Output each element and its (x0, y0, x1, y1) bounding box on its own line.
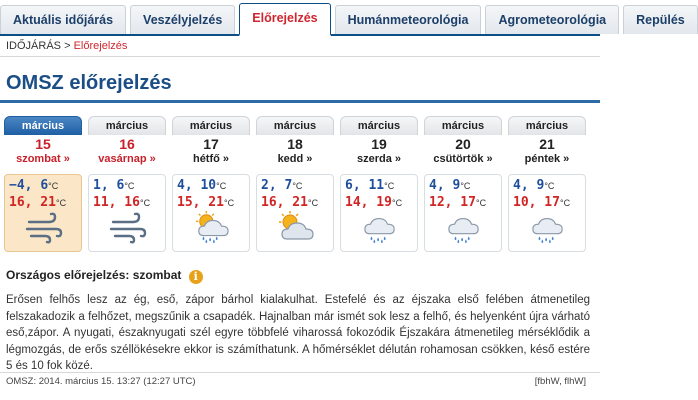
temp-unit: °C (292, 181, 303, 191)
cloud-rain-icon (529, 211, 567, 245)
forecast-description: Erősen felhős lesz az ég, eső, zápor bárhol kialakulhat. Estefelé és az éjszaka első felében átmenetileg felszakadozik a felhőzet, megszűnik a csapadék. Hajnalban már ismét sok lesz a felhő, és helyenként újra várható eső,zápor. A nyugati, északnyugati szél egyre többfelé viharossá fokozódik Éjszakára átmenetileg mérséklődik a légmozgás, de erős széllökésekre ekkor is számíthatunk. A hőmérséklet délután rohamosan csökken, késő estére 5 és 10 fok közé. (6, 294, 590, 372)
tab-0[interactable]: Aktuális időjárás (0, 5, 126, 34)
min-temp-high: 6 (40, 178, 49, 193)
min-temp-row (9, 178, 79, 193)
temp-unit: °C (559, 198, 571, 208)
min-temp-row (93, 178, 163, 193)
breadcrumb (6, 40, 127, 52)
day-number: 15 (35, 136, 51, 152)
max-temp-value: 11, 16 (93, 195, 140, 210)
day-month: március (4, 116, 82, 135)
temp-unit: °C (307, 198, 319, 208)
day-card-5[interactable] (424, 116, 502, 252)
max-temp-value: 14, 19 (345, 195, 392, 210)
day-number: 20 (455, 136, 471, 152)
day-number: 19 (371, 136, 387, 152)
page-title: OMSZ előrejelzés (6, 72, 172, 94)
min-temp-row (261, 178, 331, 193)
min-temp-low: 4, (513, 178, 529, 193)
temp-unit: °C (460, 181, 471, 191)
day-name-link[interactable]: szombat » (16, 153, 70, 165)
min-temp-row (429, 178, 499, 193)
day-card-4[interactable] (340, 116, 418, 252)
tab-3[interactable]: Humánmeteorológia (335, 5, 482, 34)
day-forecast-box (256, 174, 334, 252)
temp-unit: °C (475, 198, 487, 208)
main-tabs (0, 0, 685, 36)
tab-1[interactable]: Veszélyjelzés (130, 5, 235, 34)
breadcrumb-separator: > (64, 40, 71, 52)
day-month: március (424, 116, 502, 135)
temperatures (345, 178, 415, 210)
day-forecast-box (88, 174, 166, 252)
min-temp-low: −4, (9, 178, 33, 193)
tab-5[interactable]: Repülés (623, 5, 698, 34)
min-temp-high: 6 (116, 178, 125, 193)
day-forecast-box (508, 174, 586, 252)
sun-cloud-rain-icon (193, 211, 231, 245)
max-temp-value: 12, 17 (429, 195, 476, 210)
day-month: március (256, 116, 334, 135)
max-temp-row (9, 195, 79, 210)
issue-timestamp: OMSZ: 2014. március 15. 13:27 (12:27 UTC) (6, 376, 196, 387)
wind-icon (109, 211, 147, 245)
temp-unit: °C (48, 181, 59, 191)
max-temp-value: 10, 17 (513, 195, 560, 210)
day-card-0[interactable] (4, 116, 82, 252)
day-name-link[interactable]: péntek » (524, 153, 570, 165)
min-temp-row (513, 178, 583, 193)
max-temp-value: 15, 21 (177, 195, 224, 210)
temperatures (513, 178, 583, 210)
title-rule (0, 100, 600, 103)
max-temp-value: 16, 21 (9, 195, 56, 210)
day-forecast-box (172, 174, 250, 252)
min-temp-row (177, 178, 247, 193)
temp-unit: °C (391, 198, 403, 208)
tab-4[interactable]: Agrometeorológia (485, 5, 619, 34)
day-name-link[interactable]: csütörtök » (433, 153, 493, 165)
tab-2[interactable]: Előrejelzés (239, 3, 330, 36)
cloud-rain-icon (361, 211, 399, 245)
day-number: 21 (539, 136, 555, 152)
breadcrumb-root[interactable]: IDŐJÁRÁS (6, 40, 62, 52)
day-number: 17 (203, 136, 219, 152)
sun-cloud-icon (277, 211, 315, 245)
day-month: március (172, 116, 250, 135)
min-temp-low: 2, (261, 178, 277, 193)
temp-unit: °C (544, 181, 555, 191)
breadcrumb-current: Előrejelzés (73, 40, 128, 52)
day-card-1[interactable] (88, 116, 166, 252)
temp-unit: °C (124, 181, 135, 191)
section-title-day: szombat (132, 268, 182, 282)
day-forecast-box (4, 174, 82, 252)
max-temp-row (513, 195, 583, 210)
day-number: 16 (119, 136, 135, 152)
max-temp-value: 16, 21 (261, 195, 308, 210)
temp-unit: °C (139, 198, 151, 208)
wind-icon (25, 211, 63, 245)
max-temp-row (93, 195, 163, 210)
temp-unit: °C (55, 198, 67, 208)
day-card-3[interactable] (256, 116, 334, 252)
temperatures (9, 178, 79, 210)
temp-unit: °C (384, 181, 395, 191)
min-temp-low: 4, (177, 178, 193, 193)
breadcrumb-divider (0, 56, 600, 57)
max-temp-row (177, 195, 247, 210)
min-temp-high: 10 (200, 178, 217, 193)
info-icon[interactable]: i (189, 270, 203, 284)
day-card-2[interactable] (172, 116, 250, 252)
day-month: március (88, 116, 166, 135)
day-name-link[interactable]: szerda » (356, 153, 402, 165)
day-number: 18 (287, 136, 303, 152)
max-temp-row (429, 195, 499, 210)
section-title (6, 268, 203, 284)
min-temp-low: 6, (345, 178, 361, 193)
day-name-link[interactable]: hétfő » (192, 153, 230, 165)
min-temp-low: 4, (429, 178, 445, 193)
day-name-link[interactable]: vasárnap » (98, 153, 156, 165)
day-forecast-box (424, 174, 502, 252)
cloud-rain-icon (445, 211, 483, 245)
min-temp-high: 9 (452, 178, 461, 193)
min-temp-low: 1, (93, 178, 109, 193)
temperatures (429, 178, 499, 210)
min-temp-high: 7 (284, 178, 293, 193)
footer-divider (0, 372, 600, 373)
temp-unit: °C (216, 181, 227, 191)
temperatures (93, 178, 163, 210)
day-name-link[interactable]: kedd » (277, 153, 313, 165)
day-month: március (508, 116, 586, 135)
day-month: március (340, 116, 418, 135)
day-forecast-box (340, 174, 418, 252)
max-temp-row (345, 195, 415, 210)
min-temp-high: 9 (536, 178, 545, 193)
forecast-days (4, 116, 596, 256)
temperatures (177, 178, 247, 210)
section-title-label: Országos előrejelzés: (6, 268, 130, 282)
temp-unit: °C (223, 198, 235, 208)
max-temp-row (261, 195, 331, 210)
forecaster-codes: [fbhW, flhW] (534, 376, 586, 387)
day-card-6[interactable] (508, 116, 586, 252)
min-temp-high: 11 (368, 178, 385, 193)
min-temp-row (345, 178, 415, 193)
temperatures (261, 178, 331, 210)
